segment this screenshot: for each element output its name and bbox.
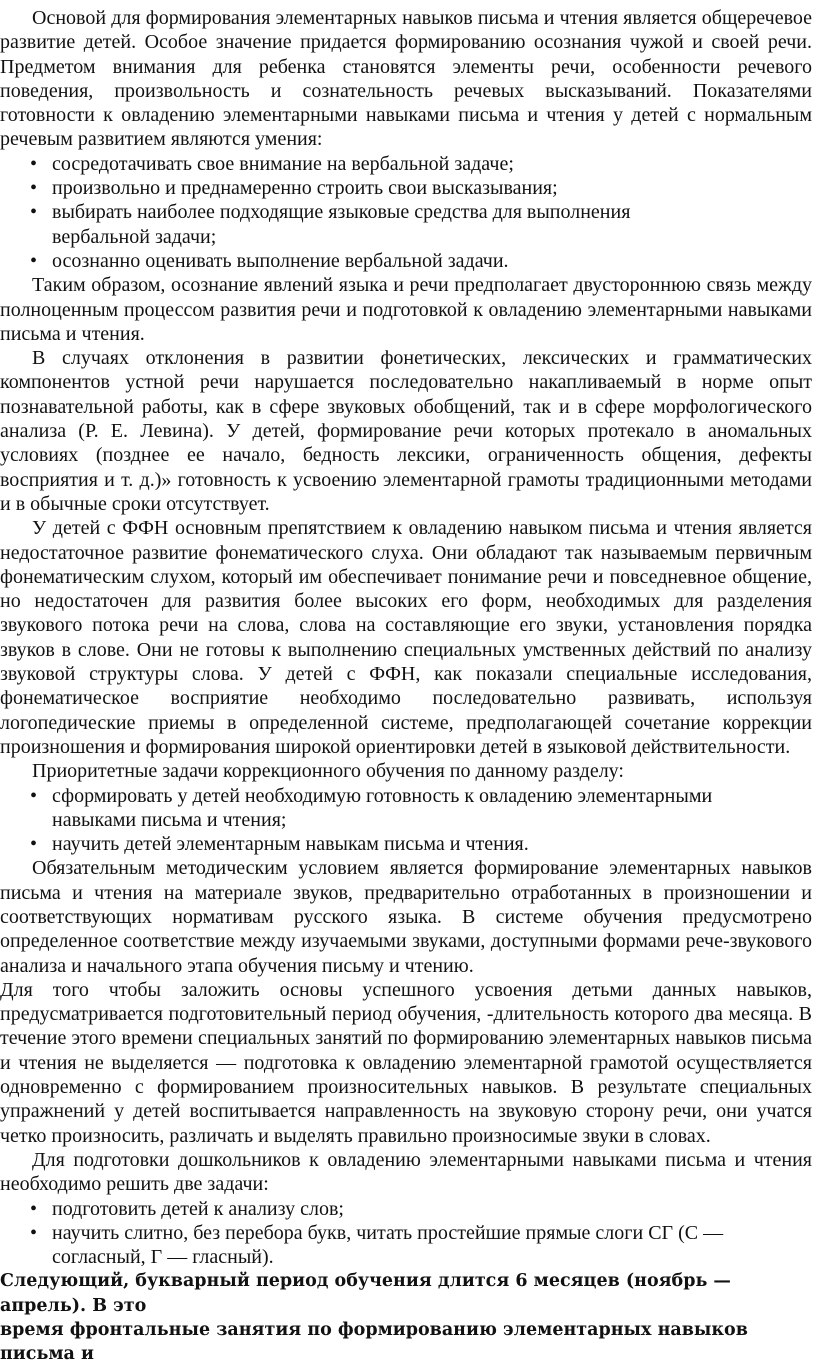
priorities-list xyxy=(0,784,782,857)
primer-period-line-1: Следующий, букварный период обучения длится 6 месяцев (ноябрь — апрель). В это xyxy=(0,1271,731,1316)
paragraph-priorities-intro: Приоритетные задачи коррекционного обучения по данному разделу: xyxy=(32,760,624,783)
list-item xyxy=(0,176,682,200)
paragraph-preparatory-period: Для того чтобы заложить основы успешного усвоения детьми данных навыков, предусматривается подготовительный период обучения, -длительность которого два месяца. В течение этого времени специальных занятий по формированию элементарных навыков письма и чтения не выделяется — подготовка к овладению элементарной грамотой осуществляется одновременно с формированием произносительных навыков. В результате специальных упражнений у детей воспитывается направленность на звуковую сторону речи, они учатся четко произносить, различать и выделять правильно произносимые звуки в словах. xyxy=(0,978,812,1147)
list-item xyxy=(0,784,782,833)
list-item-text: выбирать наиболее подходящие языковые средства для выполнения вербальной задачи; xyxy=(52,201,631,248)
list-item xyxy=(0,249,682,273)
list-item-text: научить детей элементарным навыкам письма и чтения. xyxy=(52,833,529,856)
list-item xyxy=(0,1197,812,1221)
primer-period-line-2: время фронтальные занятия по формированию элементарных навыков письма и xyxy=(0,1320,748,1365)
paragraph-conclusion: Таким образом, осознание явлений языка и речи предполагает двустороннюю связь между полноценным процессом развития речи и подготовкой к овладению элементарными навыками письма и чтения. xyxy=(0,274,812,345)
paragraph-deviations: В случаях отклонения в развитии фонетических, лексических и грамматических компонентов устной речи нарушается последовательно накапливаемый в норме опыт познавательной работы, как в сфере звуковых обобщений, так и в сфере морфологического анализа (Р. Е. Левина). У детей, формирование речи которых протекало в аномальных условиях (позднее ее начало, бедность лексики, ограниченность общения, дефекты восприятия и т. д.)» готовность к усвоению элементарной грамоты традиционными методами и в обычные сроки отсутствует. xyxy=(0,347,812,515)
list-item xyxy=(0,832,782,856)
bullet-icon: • xyxy=(30,249,38,272)
paragraph-ffn: У детей с ФФН основным препятствием к овладению навыком письма и чтения является недостаточное развитие фонематического слуха. Они обладают так называемым первичным фонематическим слухом, который им обеспечивает понимание речи и повседневное общение, но недостаточен для развития более высоких его форм, необходимых для разделения звукового потока речи на слова, слова на составляющие его звуки, установления порядка звуков в слове. Они не готовы к выполнению специальных умственных действий по анализу звуковой структуры слова. У детей с ФФН, как показали специальные исследования, фонематическое восприятие необходимо последовательно развивать, используя логопедические приемы в определенной системе, предполагающей сочетание коррекции произношения и формирования широкой ориентировки детей в языковой действительности. xyxy=(0,517,812,758)
paragraph-methodological-condition: Обязательным методическим условием является формирование элементарных навыков письма и чтения на материале звуков, предварительно отработанных в произношении и соответствующих нормативам русского языка. В системе обучения предусмотрено определенное соответствие между изучаемыми звуками, доступными формами рече-звукового анализа и начального этапа обучения письму и чтению. xyxy=(0,857,812,977)
list-item-text: подготовить детей к анализу слов; xyxy=(52,1197,344,1220)
skills-list xyxy=(0,152,682,273)
bullet-icon: • xyxy=(30,177,38,200)
list-item-text: осознанно оценивать выполнение вербальной задачи. xyxy=(52,249,509,272)
list-item xyxy=(0,200,682,249)
list-item-text: сформировать у детей необходимую готовность к овладению элементарными навыками письма и чтения; xyxy=(52,784,713,831)
list-item xyxy=(0,1221,812,1270)
bullet-icon: • xyxy=(30,1221,38,1244)
list-item xyxy=(0,152,682,176)
paragraph-primer-period xyxy=(0,1269,812,1366)
bullet-icon: • xyxy=(30,1197,38,1220)
list-item-text: сосредотачивать свое внимание на вербальной задаче; xyxy=(52,152,514,175)
list-item-text: произвольно и преднамеренно строить свои высказывания; xyxy=(52,177,558,200)
list-item-text: научить слитно, без перебора букв, читать простейшие прямые слоги СГ (С — согласный, Г — гласный). xyxy=(52,1221,724,1269)
tasks-list xyxy=(0,1197,812,1270)
bullet-icon: • xyxy=(30,152,38,175)
bullet-icon: • xyxy=(30,784,38,807)
bullet-icon: • xyxy=(30,833,38,856)
bullet-icon: • xyxy=(30,201,38,224)
paragraph-two-tasks-intro: Для подготовки дошкольников к овладению элементарными навыками письма и чтения необходимо решить две задачи: xyxy=(0,1148,812,1196)
paragraph-reading-writing-basis: Основой для формирования элементарных навыков письма и чтения является общеречевое развитие детей. Особое значение придается формированию осознания чужой и своей речи. Предметом внимания для ребенка становятся элементы речи, особенности речевого поведения, произвольность и сознательность речевых высказываний. Показателями готовности к овладению элементарными навыками письма и чтения у детей с нормальным речевым развитием являются умения: xyxy=(0,7,812,151)
